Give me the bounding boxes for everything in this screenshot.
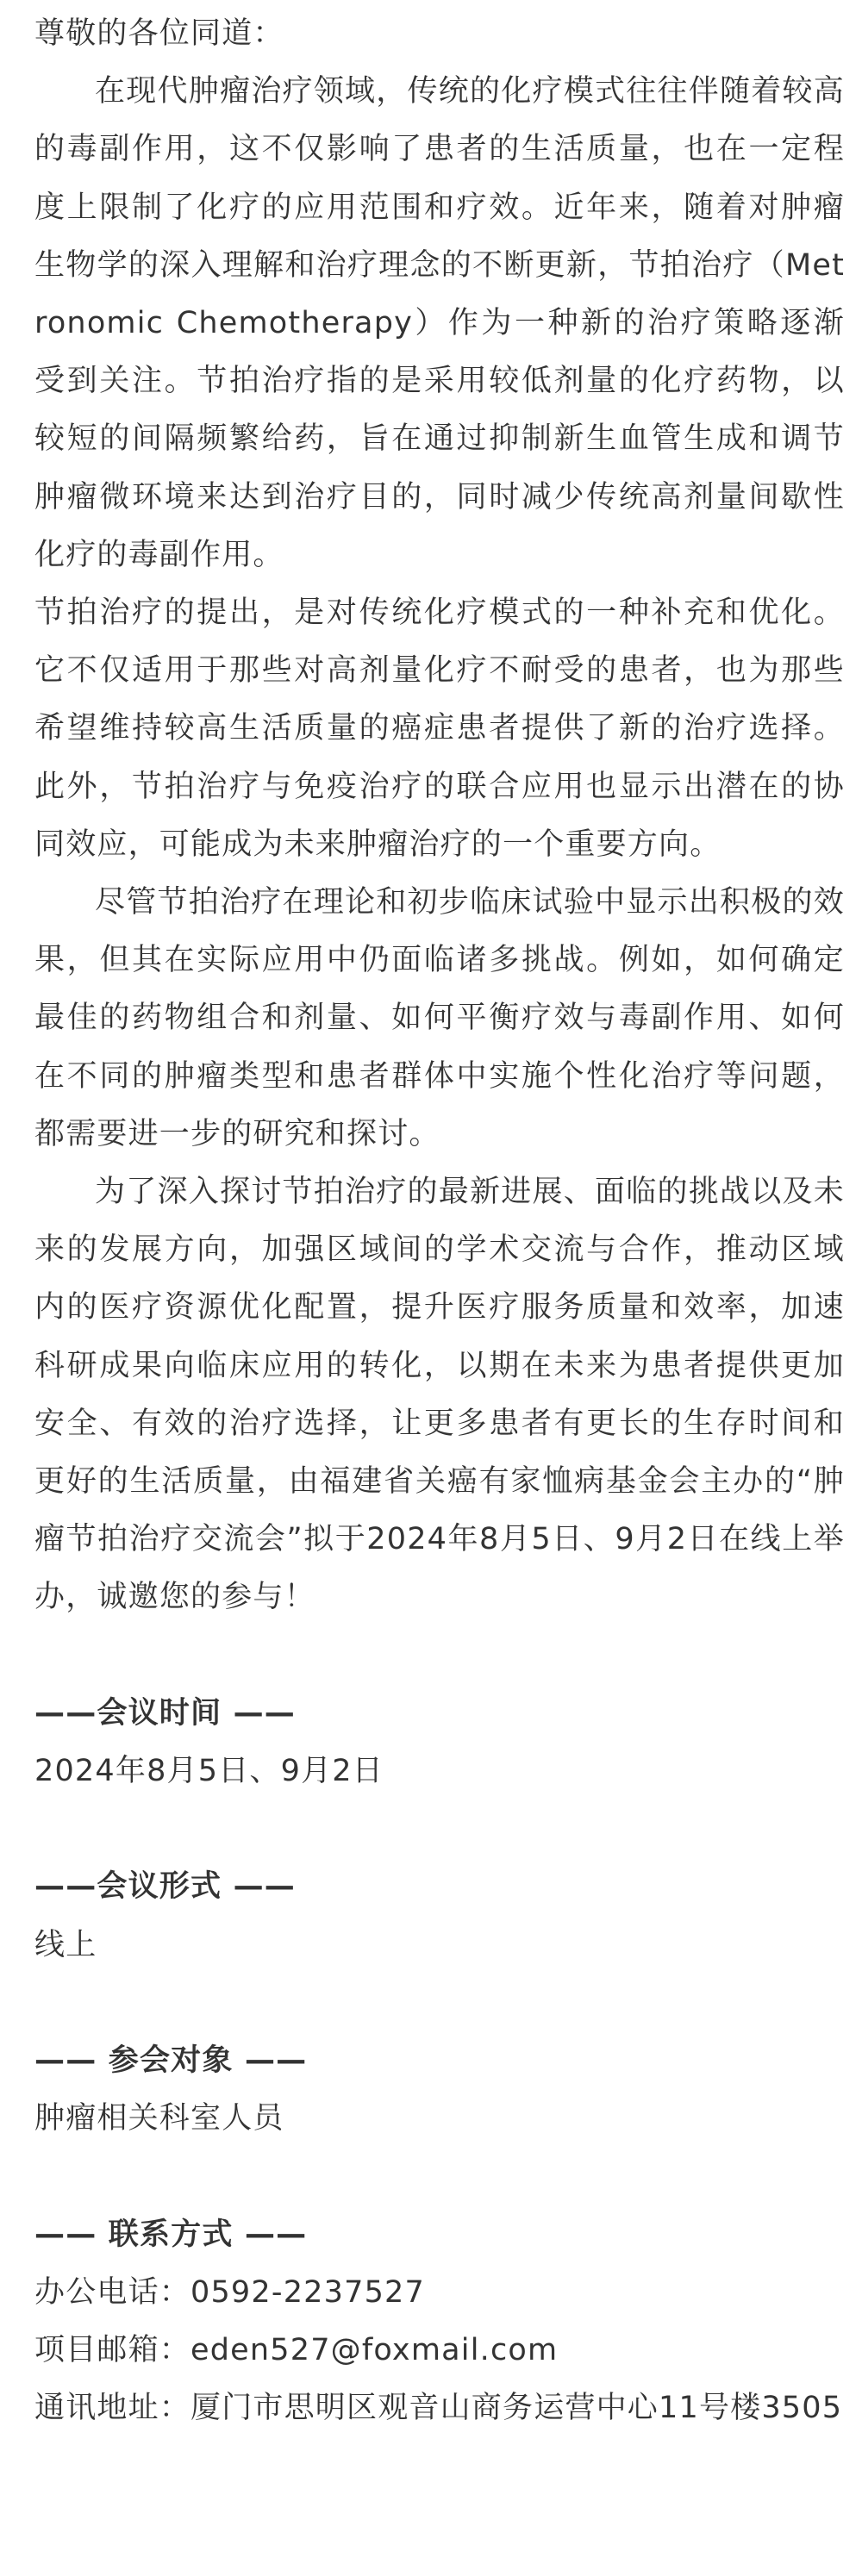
meeting-time-section [34, 1685, 845, 1800]
salutation: 尊敬的各位同道： [34, 16, 284, 51]
audience-value: 肿瘤相关科室人员 [34, 2101, 284, 2136]
meeting-format-section [34, 1858, 845, 1974]
meeting-time-value: 2024年8月5日、9月2日 [34, 1754, 384, 1789]
contact-address: 通讯地址：厦门市思明区观音山商务运营中心11号楼3505 [34, 2391, 843, 2426]
meeting-format-heading: ——会议形式 —— [34, 1869, 296, 1905]
contact-section [34, 2206, 845, 2438]
contact-phone: 办公电话：0592-2237527 [34, 2274, 425, 2310]
contact-email: 项目邮箱：eden527@foxmail.com [34, 2333, 559, 2368]
paragraph-intro: 在现代肿瘤治疗领域，传统的化疗模式往往伴随着较高的毒副作用，这不仅影响了患者的生活质量，也在一定程度上限制了化疗的应用范围和疗效。近年来，随着对肿瘤生物学的深入理解和治疗理念的不断更新，节拍治疗（Metronomic Chemotherapy）作为一种新的治疗策略逐渐受到关注。节拍治疗指的是采用较低剂量的化疗药物，以较短的间隔频繁给药，旨在通过抑制新生血管生成和调节肿瘤微环境来达到治疗目的，同时减少传统高剂量间歇性化疗的毒副作用。 [34, 74, 845, 572]
paragraph-challenges: 尽管节拍治疗在理论和初步临床试验中显示出积极的效果，但其在实际应用中仍面临诸多挑战。例如，如何确定最佳的药物组合和剂量、如何平衡疗效与毒副作用、如何在不同的肿瘤类型和患者群体中实施个性化治疗等问题，都需要进一步的研究和探讨。 [34, 885, 845, 1151]
meeting-time-heading: ——会议时间 —— [34, 1695, 296, 1731]
contact-heading: —— 联系方式 —— [34, 2217, 308, 2252]
meeting-format-value: 线上 [34, 1927, 97, 1962]
paragraph-invitation: 为了深入探讨节拍治疗的最新进展、面临的挑战以及未来的发展方向，加强区域间的学术交流与合作，推动区域内的医疗资源优化配置，提升医疗服务质量和效率，加速科研成果向临床应用的转化，以期在未来为患者提供更加安全、有效的治疗选择，让更多患者有更长的生存时间和更好的生活质量，由福建省关癌有家恤病基金会主办的“肿瘤节拍治疗交流会”拟于2024年8月5日、9月2日在线上举办，诚邀您的参与！ [34, 1175, 845, 1615]
audience-heading: —— 参会对象 —— [34, 2043, 308, 2079]
paragraph-proposal: 节拍治疗的提出，是对传统化疗模式的一种补充和优化。它不仅适用于那些对高剂量化疗不耐受的患者，也为那些希望维持较高生活质量的癌症患者提供了新的治疗选择。此外，节拍治疗与免疫治疗的联合应用也显示出潜在的协同效应，可能成为未来肿瘤治疗的一个重要方向。 [34, 596, 845, 862]
audience-section [34, 2032, 845, 2148]
